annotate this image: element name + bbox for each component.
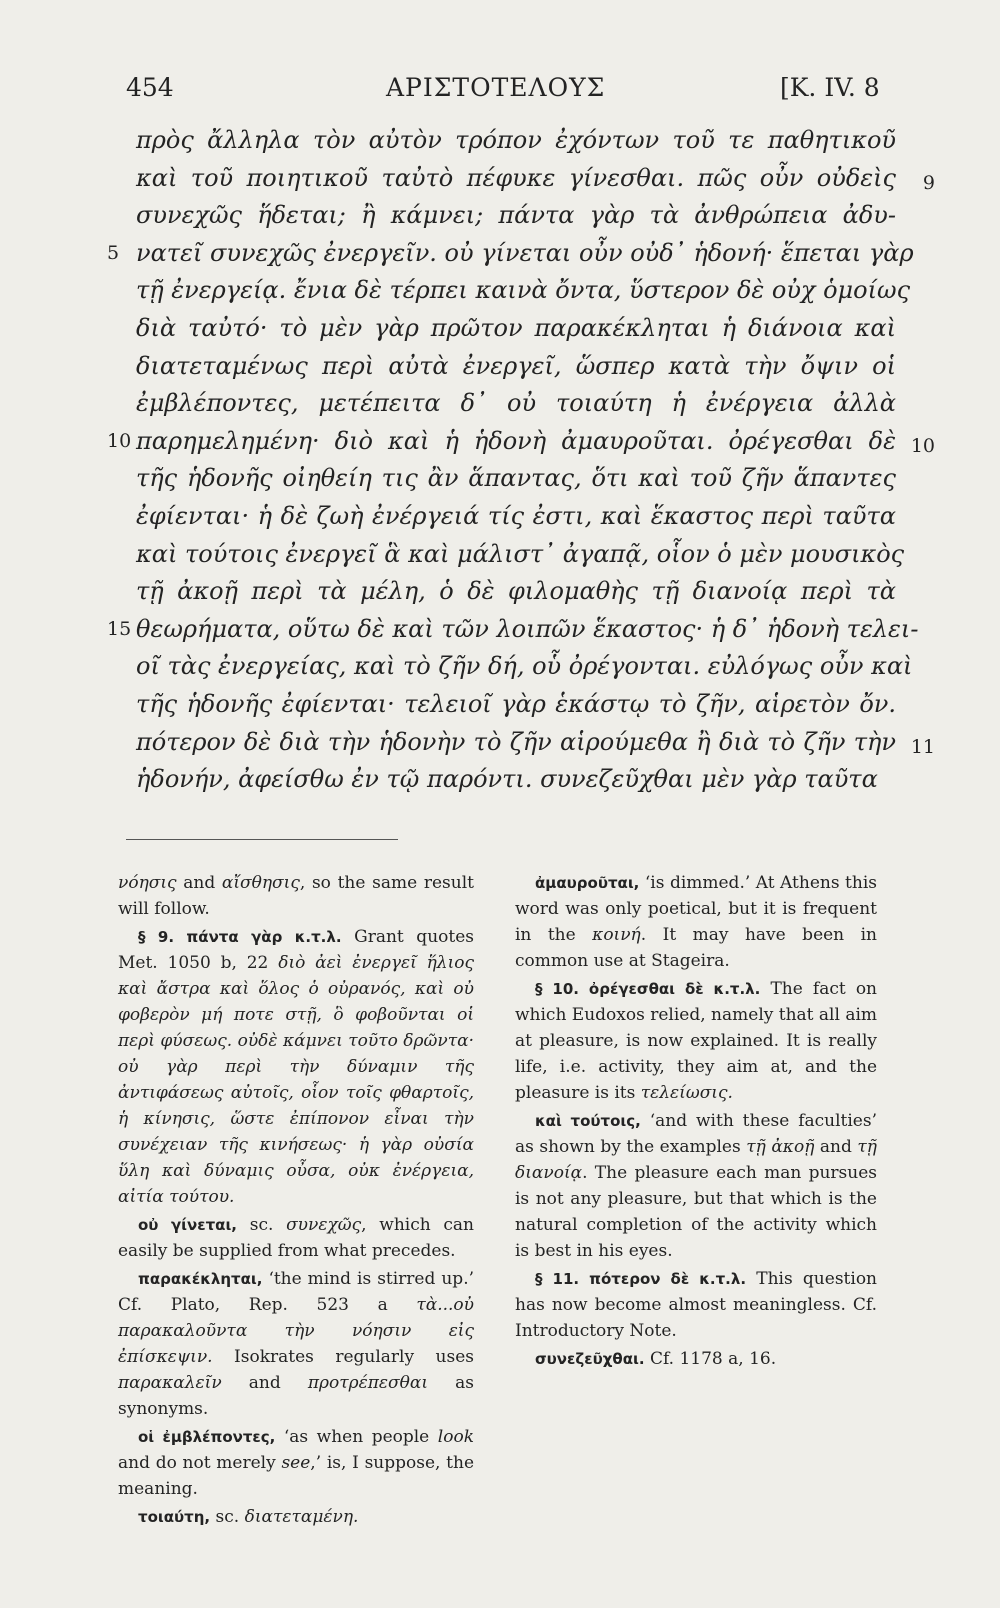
note-text: and: [221, 1373, 308, 1393]
commentary-note: [118, 1266, 474, 1422]
note-text: and: [176, 873, 222, 893]
note-text: διὸ ἀεὶ ἐνεργεῖ ἥλιος καὶ ἄστρα καὶ ὅλος ὁ οὐρανός, καὶ οὐ φοβερὸν μή ποτε στῇ, ὃ φοβοῦνται οἱ περὶ φύσεως. οὐδὲ κάμνει τοῦτο δρῶντα· οὐ γὰρ περὶ τὴν δύναμιν τῆς ἀντιφάσεως αὐτοῖς, οἷον τοῖς φθαρτοῖς, ἡ κίνησις, ὥστε ἐπίπονον εἶναι τὴν συνέχειαν τῆς κινήσεως· ἡ γὰρ οὐσία ὕλη καὶ δύναμις οὖσα, οὐκ ἐνέργεια, αἰτία τούτου.: [118, 953, 474, 1207]
note-text: προτρέπεσθαι: [307, 1373, 429, 1393]
text-line: [136, 385, 896, 423]
note-lemma: § 9. πάντα γὰρ κ.τ.λ.: [138, 928, 342, 946]
running-title: ΑΡΙΣΤΟΤΕΛΟΥΣ: [386, 73, 606, 102]
text-line: [107, 235, 914, 273]
text-line-content: τῇ ἀκοῇ περὶ τὰ μέλη, ὁ δὲ φιλομαθὴς τῇ διανοίᾳ περὶ τὰ: [136, 577, 896, 606]
note-lemma: τοιαύτη,: [138, 1508, 211, 1526]
note-text: see: [281, 1453, 311, 1473]
section-number: 11: [910, 735, 935, 758]
text-line: [136, 272, 911, 310]
commentary-right-column: [515, 870, 877, 1374]
note-text: Isokrates regularly uses: [212, 1347, 474, 1367]
note-lemma: καὶ τούτοις,: [535, 1112, 641, 1130]
note-lemma: ἀμαυροῦται,: [535, 874, 640, 892]
text-line: [136, 536, 905, 574]
note-lemma: § 11. πότερον δὲ κ.τ.λ.: [535, 1270, 747, 1288]
note-text: τελείωσις.: [640, 1083, 733, 1103]
commentary-note: [515, 870, 877, 974]
page-number: 454: [126, 73, 174, 102]
text-line-content: τῆς ἡδονῆς οἰηθείη τις ἂν ἅπαντας, ὅτι καὶ τοῦ ζῆν ἅπαντες: [136, 464, 896, 493]
main-greek-text: [107, 122, 935, 799]
note-text: and: [814, 1137, 858, 1157]
commentary-note: [118, 924, 474, 1210]
note-text: Cf. 1178 a, 16.: [644, 1349, 777, 1369]
text-line-content: συνεχῶς ἥδεται; ἢ κάμνει; πάντα γὰρ τὰ ἀνθρώπεια ἀδυ-: [136, 201, 896, 230]
text-line-content: καὶ τούτοις ἐνεργεῖ ἃ καὶ μάλιστ᾽ ἀγαπᾷ, οἷον ὁ μὲν μουσικὸς: [136, 539, 905, 568]
note-text: ‘and with these faculties’ as shown by the examples: [515, 1111, 877, 1157]
text-line: [107, 611, 919, 649]
text-line: [136, 348, 896, 386]
note-text: , so the same result will follow.: [118, 873, 474, 919]
text-line-content: οῖ τὰς ἐνεργείας, καὶ τὸ ζῆν δή, οὗ ὀρέγονται. εὐλόγως οὖν καὶ: [136, 652, 913, 681]
text-line-content: πότερον δὲ διὰ τὴν ἡδονὴν τὸ ζῆν αἱρούμεθα ἢ διὰ τὸ ζῆν τὴν: [136, 727, 896, 756]
text-line-content: πρὸς ἄλληλα τὸν αὐτὸν τρόπον ἐχόντων τοῦ τε παθητικοῦ: [136, 126, 896, 154]
note-text: ‘the mind is stirred up.’ Cf. Plato, Rep. 523 a: [118, 1269, 474, 1315]
text-line: [136, 122, 896, 160]
text-line: [107, 423, 935, 461]
note-text: αἴσθησις: [221, 873, 300, 893]
text-line: [136, 310, 896, 348]
note-text: ‘as when people: [275, 1427, 438, 1447]
note-text: ‘is dimmed.’ At Athens this word was only poetical, but it is frequent in the: [515, 873, 877, 945]
note-text: νόησις: [118, 873, 177, 893]
line-number: 5: [107, 241, 120, 264]
text-line: [136, 724, 935, 762]
text-line-content: τῇ ἐνεργείᾳ. ἔνια δὲ τέρπει καινὰ ὄντα, ὕστερον δὲ οὐχ ὁμοίως: [136, 276, 911, 305]
note-text: This question has now become almost meaningless. Cf. Introductory Note.: [515, 1269, 877, 1341]
note-lemma: § 10. ὀρέγεσθαι δὲ κ.τ.λ.: [535, 980, 761, 998]
text-line: [136, 761, 896, 799]
note-lemma: παρακέκληται,: [138, 1270, 263, 1288]
commentary-note: [515, 1266, 877, 1344]
text-line-content: νατεῖ συνεχῶς ἐνεργεῖν. οὐ γίνεται οὖν οὐδ᾽ ἡδονή· ἕπεται γὰρ: [136, 238, 914, 267]
note-text: Grant quotes Met. 1050 b, 22: [118, 927, 474, 973]
text-line-content: τῆς ἡδονῆς ἐφίενται· τελειοῖ γὰρ ἑκάστῳ τὸ ζῆν, αἱρετὸν ὄν.: [136, 689, 896, 718]
text-line-content: ἐφίενται· ἡ δὲ ζωὴ ἐνέργειά τίς ἐστι, καὶ ἕκαστος περὶ ταῦτα: [136, 501, 896, 530]
commentary-note: [118, 870, 474, 922]
section-reference: [K. IV. 8: [780, 73, 880, 102]
note-text: τῇ διανοίᾳ: [515, 1137, 877, 1183]
section-number: 9: [922, 171, 935, 194]
text-line-content: διὰ ταὐτό· τὸ μὲν γὰρ πρῶτον παρακέκληται ἡ διάνοια καὶ: [136, 313, 896, 342]
note-text: look: [437, 1427, 474, 1447]
note-text: διατεταμένη.: [244, 1507, 359, 1527]
text-line: [136, 498, 896, 536]
note-text: παρακαλεῖν: [118, 1373, 222, 1393]
text-line-content: ἡδονήν, ἀφείσθω ἐν τῷ παρόντι. συνεζεῦχθαι μὲν γὰρ ταῦτα: [136, 765, 878, 794]
commentary-note: [118, 1504, 474, 1530]
note-text: . The pleasure each man pursues is not any pleasure, but that which is the natural completion of the activity which is best in his eyes.: [515, 1163, 877, 1261]
text-line: [136, 197, 896, 235]
text-line-content: ἐμβλέποντες, μετέπειτα δ᾽ οὐ τοιαύτη ἡ ἐνέργεια ἀλλὰ: [136, 389, 896, 418]
text-line: [136, 460, 896, 498]
section-number: 10: [910, 434, 935, 457]
text-line-content: διατεταμένως περὶ αὐτὰ ἐνεργεῖ, ὥσπερ κατὰ τὴν ὄψιν οἱ: [136, 351, 896, 380]
commentary-note: [515, 1108, 877, 1264]
note-text: κοινή: [592, 925, 641, 945]
commentary-note: [515, 1346, 877, 1372]
text-line-content: θεωρήματα, οὕτω δὲ καὶ τῶν λοιπῶν ἕκαστος· ἡ δ᾽ ἡδονὴ τελει-: [136, 614, 919, 643]
note-text: sc.: [237, 1215, 287, 1235]
note-text: , which can easily be supplied from what precedes.: [118, 1215, 474, 1261]
note-text: as synonyms.: [118, 1373, 475, 1419]
commentary-note: [515, 976, 877, 1106]
note-lemma: οὐ γίνεται,: [138, 1216, 238, 1234]
note-lemma: οἱ ἐμβλέποντες,: [138, 1428, 276, 1446]
note-text: τὰ...οὐ παρακαλοῦντα τὴν νόησιν εἰς ἐπίσκεψιν.: [118, 1295, 474, 1367]
text-line: [136, 648, 913, 686]
text-line: [136, 573, 896, 611]
note-text: sc.: [210, 1507, 245, 1527]
commentary-note: [118, 1424, 474, 1502]
line-number: 10: [107, 429, 132, 452]
text-line-content: παρημελημένη· διὸ καὶ ἡ ἡδονὴ ἀμαυροῦται. ὀρέγεσθαι δὲ: [136, 426, 896, 455]
note-lemma: συνεζεῦχθαι.: [535, 1350, 645, 1368]
footnote-rule: [126, 839, 398, 840]
text-line: [136, 686, 896, 724]
note-text: The fact on which Eudoxos relied, namely that all aim at pleasure, is now explained. It is really life, i.e. activity, they aim at, and the pleasure is its: [515, 979, 878, 1103]
line-number: 15: [107, 617, 132, 640]
text-line: [136, 160, 935, 198]
note-text: ,’ is, I suppose, the meaning.: [118, 1453, 475, 1499]
note-text: τῇ ἀκοῇ: [746, 1137, 815, 1157]
text-line-content: καὶ τοῦ ποιητικοῦ ταὐτὸ πέφυκε γίνεσθαι. πῶς οὖν οὐδεὶς: [136, 163, 896, 192]
note-text: συνεχῶς: [286, 1215, 362, 1235]
note-text: . It may have been in common use at Stageira.: [515, 925, 877, 971]
commentary-note: [118, 1212, 474, 1264]
commentary-left-column: [118, 870, 474, 1532]
note-text: and do not merely: [118, 1453, 282, 1473]
